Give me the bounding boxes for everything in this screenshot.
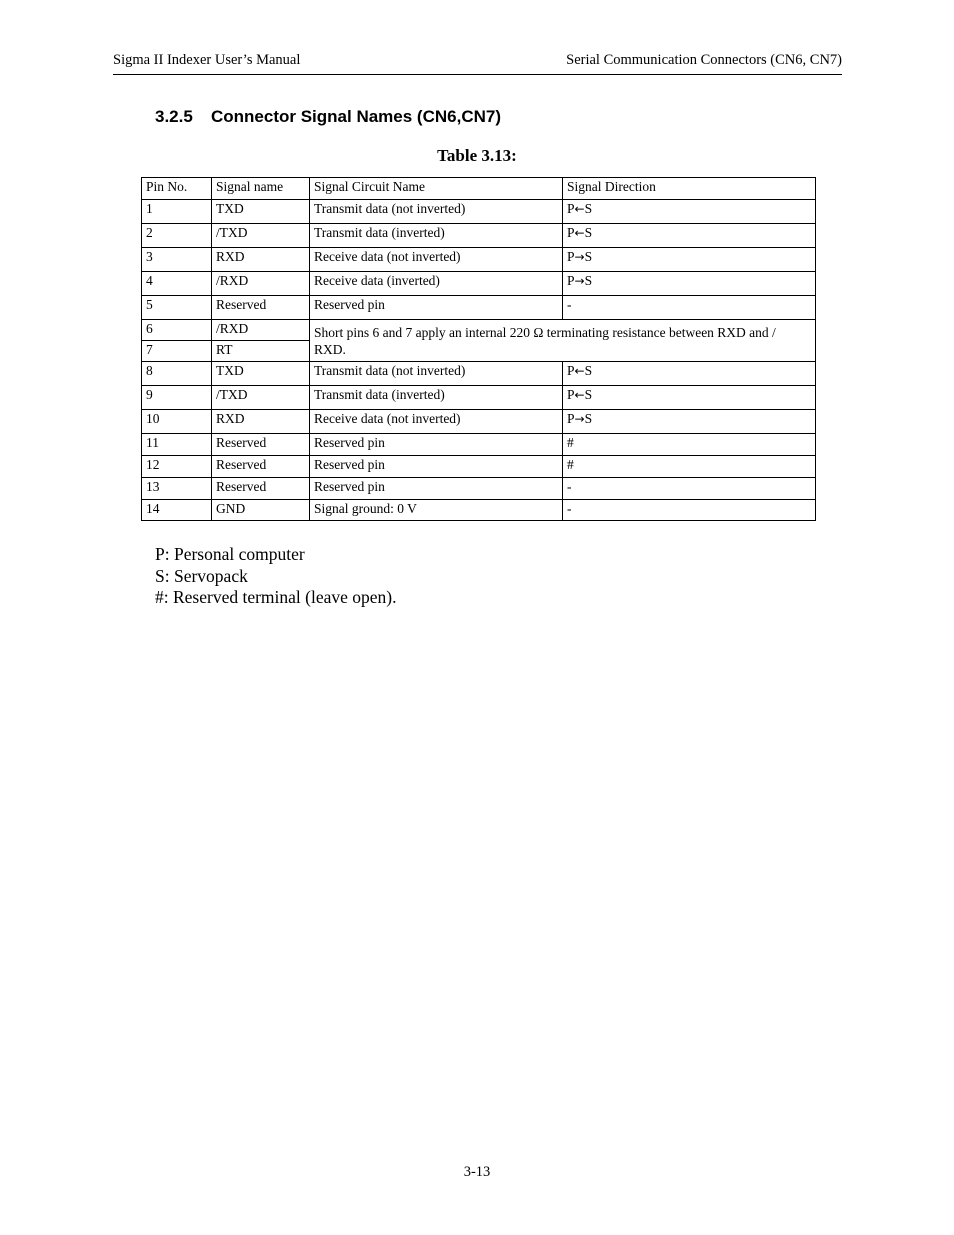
table-row xyxy=(142,456,816,478)
right-arrow-icon: → xyxy=(574,412,585,426)
direction-s: S xyxy=(584,411,593,426)
table-row xyxy=(142,500,816,521)
signal-cell: /TXD xyxy=(212,224,310,248)
left-arrow-icon: ← xyxy=(574,364,585,378)
direction-cell xyxy=(563,386,816,410)
left-arrow-icon: ← xyxy=(574,226,585,240)
header-manual-title: Sigma II Indexer User’s Manual xyxy=(113,52,301,68)
direction-s: S xyxy=(584,249,593,264)
table-row xyxy=(142,434,816,456)
pin-cell: 1 xyxy=(142,200,212,224)
table-row xyxy=(142,478,816,500)
pin-cell: 10 xyxy=(142,410,212,434)
header-cell: Signal Circuit Name xyxy=(310,178,563,200)
signal-cell: Reserved xyxy=(212,456,310,478)
pin-cell: 13 xyxy=(142,478,212,500)
page-number: 3-13 xyxy=(463,1164,491,1180)
circuit-cell: Transmit data (inverted) xyxy=(310,224,563,248)
legend-item: #: Reserved terminal (leave open). xyxy=(155,587,397,607)
direction-cell: - xyxy=(563,500,816,521)
direction-p: P xyxy=(567,411,575,426)
circuit-cell: Transmit data (not inverted) xyxy=(310,362,563,386)
direction-p: P xyxy=(567,201,575,216)
signal-cell: /RXD xyxy=(212,320,310,341)
table-row xyxy=(142,248,816,272)
signal-cell: TXD xyxy=(212,200,310,224)
section-number: 3.2.5 xyxy=(155,107,193,126)
signal-cell: Reserved xyxy=(212,296,310,320)
circuit-cell: Reserved pin xyxy=(310,478,563,500)
legend-item: P: Personal computer xyxy=(155,544,305,564)
pin-cell: 9 xyxy=(142,386,212,410)
pin-cell: 3 xyxy=(142,248,212,272)
direction-p: P xyxy=(567,249,575,264)
pin-cell: 12 xyxy=(142,456,212,478)
table-row xyxy=(142,296,816,320)
direction-cell: # xyxy=(563,434,816,456)
direction-s: S xyxy=(584,201,593,216)
pin-cell: 2 xyxy=(142,224,212,248)
direction-cell xyxy=(563,200,816,224)
merged-note-cell: Short pins 6 and 7 apply an internal 220 Ω terminating resistance between RXD and / RXD. xyxy=(310,320,816,362)
signal-cell: /TXD xyxy=(212,386,310,410)
right-arrow-icon: → xyxy=(574,250,585,264)
left-arrow-icon: ← xyxy=(574,388,585,402)
direction-s: S xyxy=(584,363,593,378)
section-title: Connector Signal Names (CN6,CN7) xyxy=(211,107,501,126)
signal-cell: Reserved xyxy=(212,478,310,500)
signal-cell: TXD xyxy=(212,362,310,386)
direction-p: P xyxy=(567,273,575,288)
circuit-cell: Reserved pin xyxy=(310,296,563,320)
header-chapter-title: Serial Communication Connectors (CN6, CN7) xyxy=(566,52,842,68)
direction-s: S xyxy=(584,387,593,402)
direction-s: S xyxy=(584,273,593,288)
table-caption: Table 3.13: xyxy=(437,146,517,165)
signal-cell: RT xyxy=(212,341,310,362)
left-arrow-icon: ← xyxy=(574,202,585,216)
pin-cell: 11 xyxy=(142,434,212,456)
table-row xyxy=(142,200,816,224)
header-cell: Signal name xyxy=(212,178,310,200)
direction-cell xyxy=(563,224,816,248)
circuit-cell: Receive data (not inverted) xyxy=(310,410,563,434)
direction-s: S xyxy=(584,225,593,240)
direction-p: P xyxy=(567,387,575,402)
direction-p: P xyxy=(567,225,575,240)
pin-cell: 7 xyxy=(142,341,212,362)
legend-item: S: Servopack xyxy=(155,565,248,586)
header-cell: Pin No. xyxy=(142,178,212,200)
direction-cell xyxy=(563,248,816,272)
circuit-cell: Reserved pin xyxy=(310,434,563,456)
pin-cell: 4 xyxy=(142,272,212,296)
table-row xyxy=(142,320,816,341)
signal-cell: RXD xyxy=(212,410,310,434)
circuit-cell: Transmit data (not inverted) xyxy=(310,200,563,224)
circuit-cell: Receive data (inverted) xyxy=(310,272,563,296)
section-heading xyxy=(155,107,501,127)
table-row xyxy=(142,410,816,434)
signal-table xyxy=(141,177,816,521)
pin-cell: 14 xyxy=(142,500,212,521)
direction-cell: # xyxy=(563,456,816,478)
direction-cell xyxy=(563,362,816,386)
circuit-cell: Reserved pin xyxy=(310,456,563,478)
direction-cell xyxy=(563,410,816,434)
signal-cell: /RXD xyxy=(212,272,310,296)
table-row xyxy=(142,224,816,248)
header-cell: Signal Direction xyxy=(563,178,816,200)
table-row xyxy=(142,386,816,410)
table-row xyxy=(142,362,816,386)
circuit-cell: Transmit data (inverted) xyxy=(310,386,563,410)
pin-cell: 8 xyxy=(142,362,212,386)
right-arrow-icon: → xyxy=(574,274,585,288)
circuit-cell: Receive data (not inverted) xyxy=(310,248,563,272)
legend xyxy=(155,544,397,609)
pin-cell: 6 xyxy=(142,320,212,341)
page-header xyxy=(113,52,842,75)
direction-cell: - xyxy=(563,296,816,320)
direction-cell: - xyxy=(563,478,816,500)
direction-p: P xyxy=(567,363,575,378)
table-row xyxy=(142,272,816,296)
pin-cell: 5 xyxy=(142,296,212,320)
signal-cell: Reserved xyxy=(212,434,310,456)
table-header-row xyxy=(142,178,816,200)
signal-cell: RXD xyxy=(212,248,310,272)
circuit-cell: Signal ground: 0 V xyxy=(310,500,563,521)
signal-cell: GND xyxy=(212,500,310,521)
direction-cell xyxy=(563,272,816,296)
